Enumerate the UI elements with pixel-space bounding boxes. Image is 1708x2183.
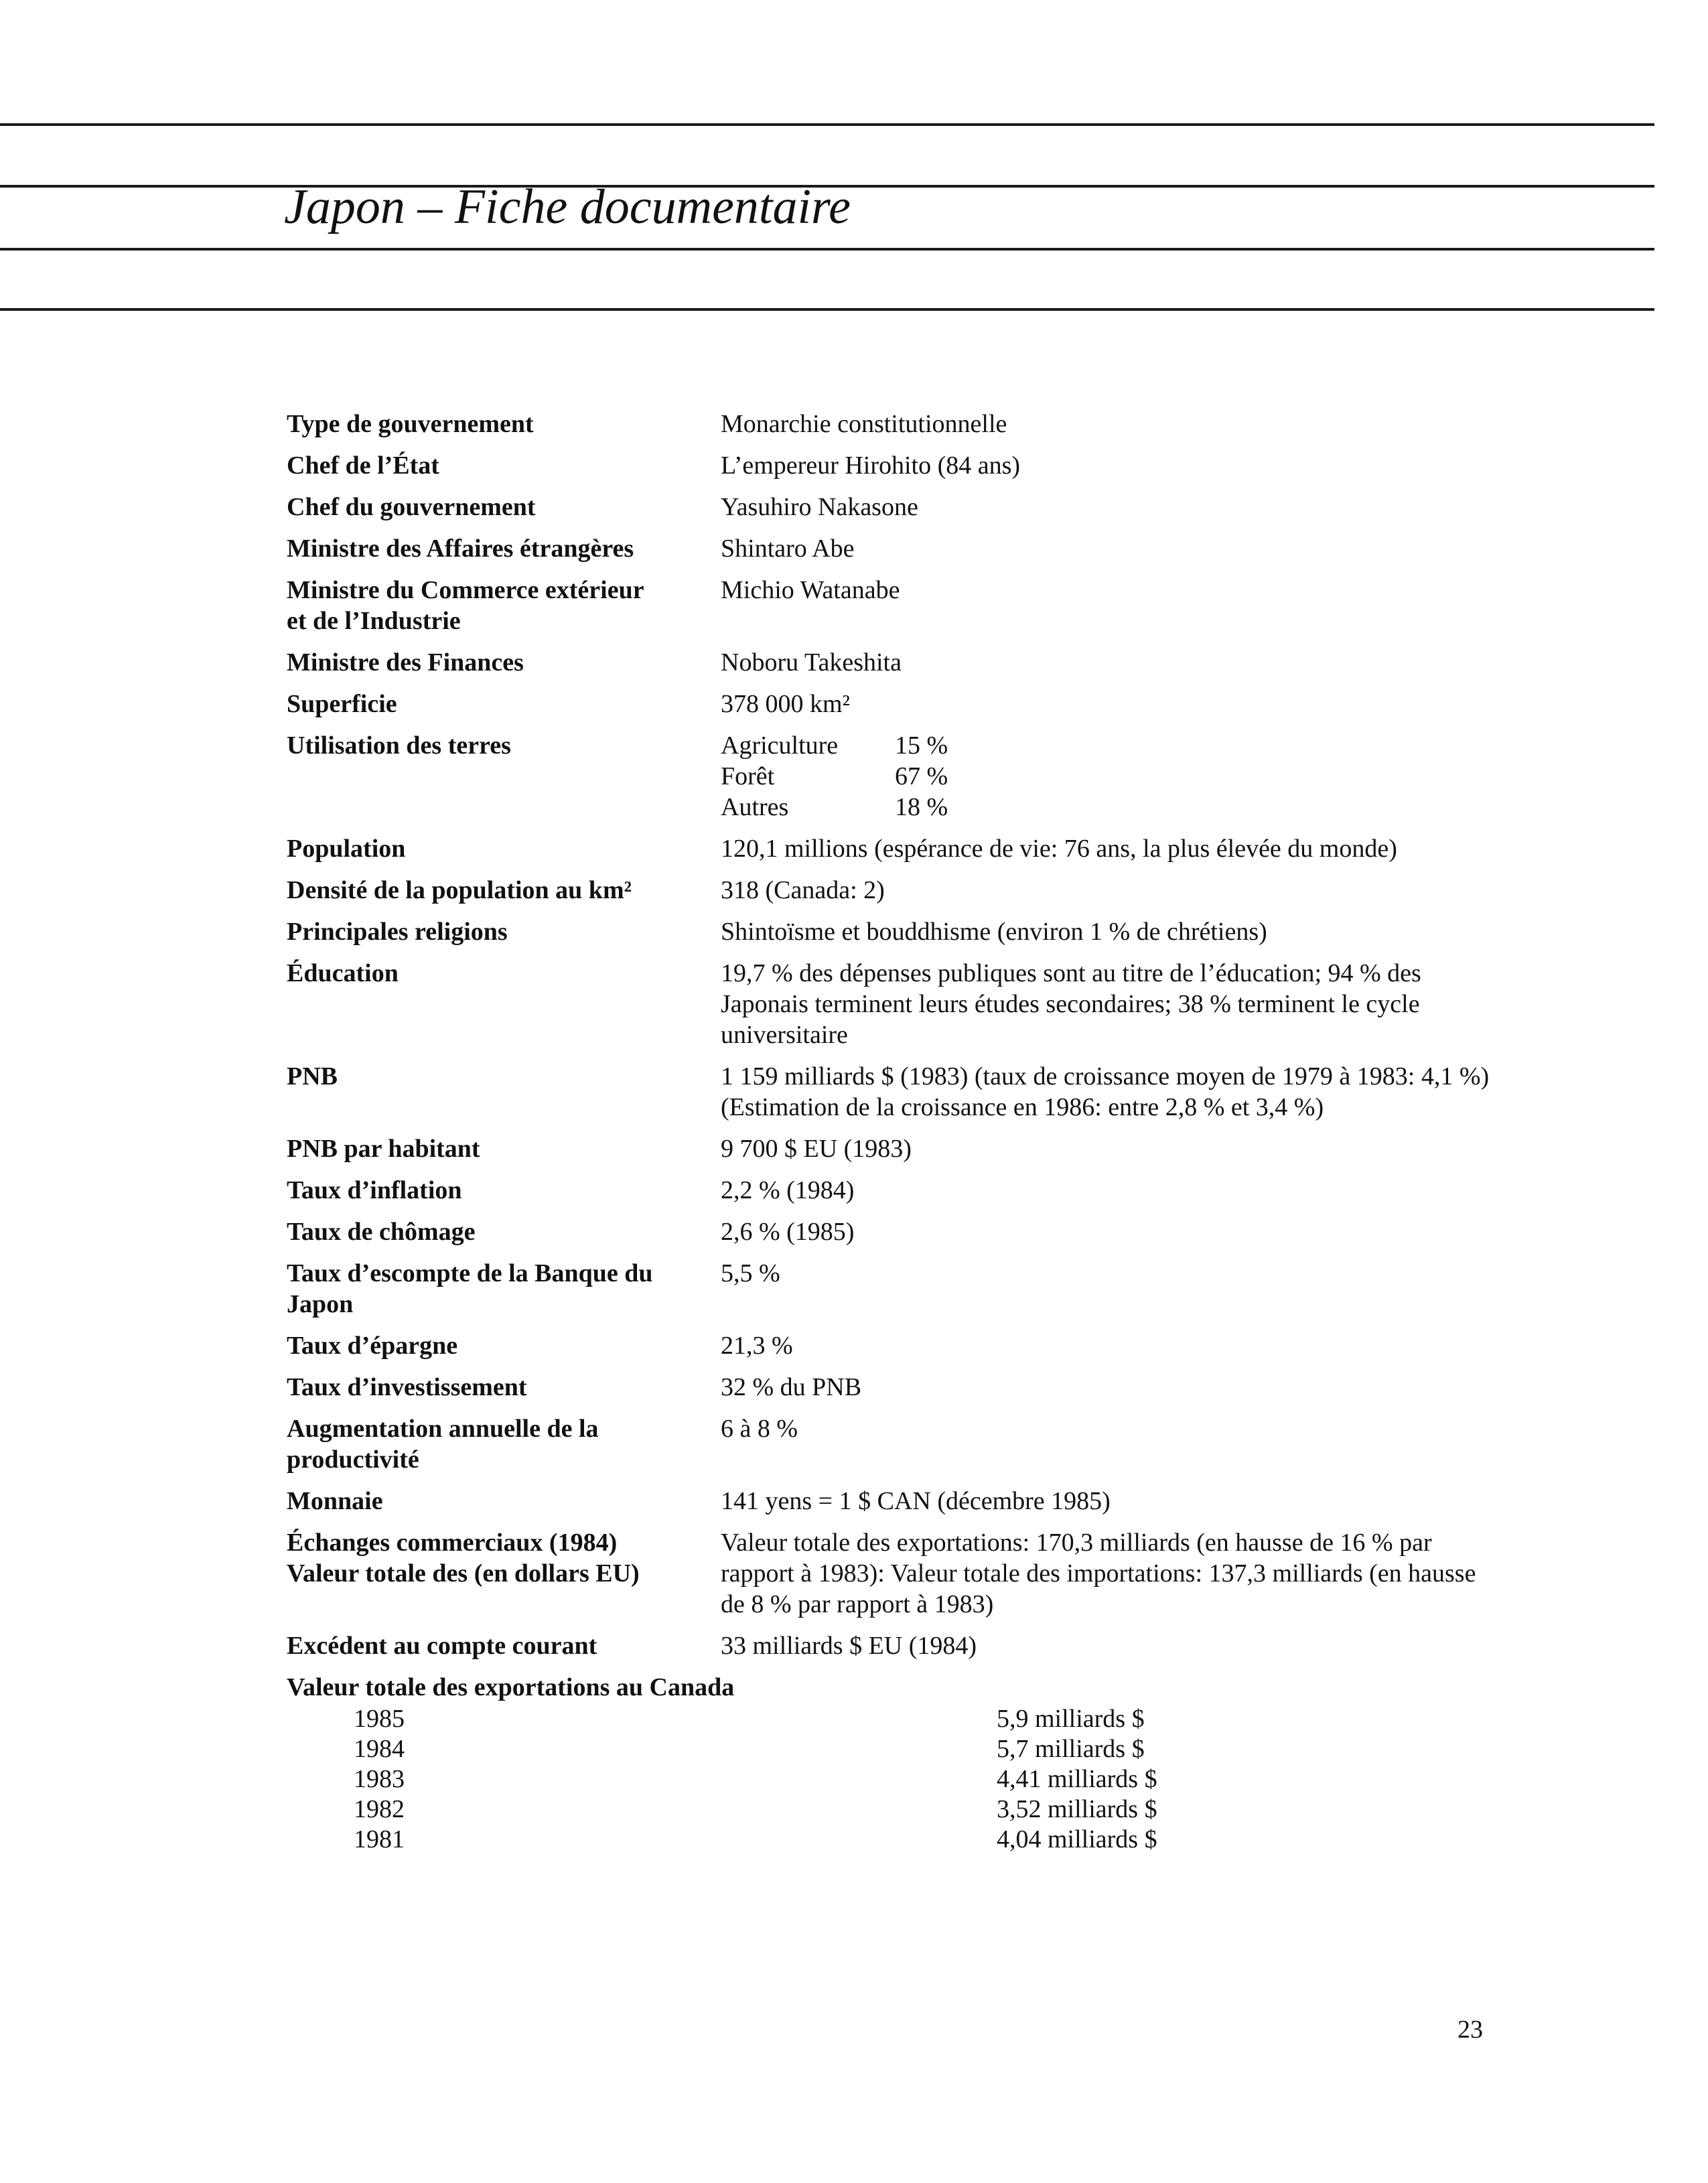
fact-row — [287, 409, 1512, 439]
fact-label-line: et de l’Industrie — [287, 607, 461, 635]
export-year: 1981 — [354, 1825, 405, 1853]
fact-label: Chef du gouvernement — [287, 493, 536, 521]
fact-label-line: Japon — [287, 1290, 354, 1318]
exports-header: Valeur totale des exportations au Canada — [287, 1673, 735, 1701]
fact-label-line: Valeur totale des (en dollars EU) — [287, 1559, 640, 1588]
fact-value: Monarchie constitutionnelle — [721, 410, 1007, 438]
fact-label-line: productivité — [287, 1446, 419, 1474]
fact-row — [287, 647, 1512, 678]
land-use-row — [721, 730, 1504, 761]
top-rule — [0, 123, 1654, 126]
fact-row — [287, 916, 1512, 947]
fact-row — [287, 533, 1512, 564]
fact-label: Type de gouvernement — [287, 410, 534, 438]
fact-label: Utilisation des terres — [287, 731, 511, 760]
fact-label: Monnaie — [287, 1487, 383, 1515]
fact-label: PNB par habitant — [287, 1135, 480, 1163]
fact-value: 120,1 millions (espérance de vie: 76 ans, la plus élevée du monde) — [721, 835, 1397, 863]
fact-label — [287, 1527, 721, 1620]
fact-label: Taux de chômage — [287, 1218, 476, 1246]
exports-row — [287, 1704, 1512, 1734]
exports-row — [287, 1825, 1512, 1855]
fact-label: PNB — [287, 1062, 338, 1090]
land-use-name: Autres — [721, 793, 789, 821]
fact-label: Taux d’investissement — [287, 1373, 527, 1401]
fact-row — [287, 689, 1512, 719]
fact-label: Chef de l’État — [287, 451, 439, 480]
export-year: 1985 — [354, 1705, 405, 1733]
fact-label: Principales religions — [287, 918, 508, 946]
fact-value: Yasuhiro Nakasone — [721, 493, 918, 521]
fact-row — [287, 1258, 1512, 1320]
fact-label — [287, 1413, 721, 1475]
fact-rows — [287, 409, 1512, 1661]
fact-row — [287, 450, 1512, 481]
fact-label: Ministre des Finances — [287, 648, 524, 677]
land-use-pct: 15 % — [895, 731, 948, 760]
exports-table — [287, 1704, 1512, 1855]
fact-row — [287, 1330, 1512, 1361]
fact-value: 2,6 % (1985) — [721, 1218, 855, 1246]
fact-value: 19,7 % des dépenses publiques sont au titre de l’éducation; 94 % des Japonais terminent leurs études secondaires; 38 % terminent le cycle universitaire — [721, 959, 1421, 1049]
export-amount: 4,41 milliards $ — [997, 1765, 1157, 1793]
land-use-pct: 18 % — [895, 793, 948, 821]
fact-value: 141 yens = 1 $ CAN (décembre 1985) — [721, 1487, 1111, 1515]
fact-label: Taux d’épargne — [287, 1332, 458, 1360]
export-amount: 4,04 milliards $ — [997, 1825, 1157, 1853]
fact-label: Population — [287, 835, 406, 863]
fact-row — [287, 1527, 1512, 1620]
fact-value: 21,3 % — [721, 1332, 793, 1360]
export-amount: 5,7 milliards $ — [997, 1735, 1145, 1763]
fact-value: Shintoïsme et bouddhisme (environ 1 % de chrétiens) — [721, 918, 1267, 946]
fact-sheet — [287, 409, 1512, 1855]
fact-label — [287, 1258, 721, 1320]
fact-row — [287, 1486, 1512, 1517]
fact-label-line: Ministre du Commerce extérieur — [287, 576, 644, 604]
fact-row — [287, 492, 1512, 522]
exports-row — [287, 1794, 1512, 1825]
fact-label-line: Échanges commerciaux (1984) — [287, 1529, 618, 1557]
fact-row — [287, 1372, 1512, 1403]
land-use-name: Forêt — [721, 762, 775, 790]
fact-row — [287, 730, 1512, 823]
export-year: 1982 — [354, 1795, 405, 1823]
fact-label: Éducation — [287, 959, 399, 987]
fact-label: Superficie — [287, 690, 397, 718]
land-use-name: Agriculture — [721, 731, 839, 760]
fact-row — [287, 1413, 1512, 1475]
fact-value: Shintaro Abe — [721, 535, 855, 563]
fact-value — [721, 730, 1504, 823]
fact-label: Taux d’inflation — [287, 1176, 462, 1204]
fact-value: 33 milliards $ EU (1984) — [721, 1632, 977, 1660]
land-use-pct: 67 % — [895, 762, 948, 790]
fact-value: 378 000 km² — [721, 690, 850, 718]
fact-label: Excédent au compte courant — [287, 1632, 597, 1660]
export-amount: 5,9 milliards $ — [997, 1705, 1145, 1733]
fact-value: 32 % du PNB — [721, 1373, 862, 1401]
page-title: Japon – Fiche documentaire — [284, 180, 851, 234]
fact-label — [287, 575, 721, 636]
fact-value: 2,2 % (1984) — [721, 1176, 855, 1204]
fact-value: 9 700 $ EU (1983) — [721, 1135, 912, 1163]
fact-label: Ministre des Affaires étrangères — [287, 535, 634, 563]
fact-label-line: Taux d’escompte de la Banque du — [287, 1259, 653, 1287]
fact-row — [287, 1630, 1512, 1661]
fact-row — [287, 1216, 1512, 1247]
export-year: 1983 — [354, 1765, 405, 1793]
title-underline-rule — [0, 248, 1654, 251]
fact-row — [287, 875, 1512, 906]
fact-value: 6 à 8 % — [721, 1415, 798, 1443]
fact-row — [287, 1061, 1512, 1123]
fact-value: Michio Watanabe — [721, 576, 900, 604]
fact-value: 318 (Canada: 2) — [721, 876, 885, 904]
header-bottom-rule — [0, 308, 1654, 311]
fact-row — [287, 1133, 1512, 1164]
fact-value: 5,5 % — [721, 1259, 780, 1287]
fact-row — [287, 958, 1512, 1050]
fact-row — [287, 833, 1512, 864]
fact-value: Noboru Takeshita — [721, 648, 902, 677]
export-year: 1984 — [354, 1735, 405, 1763]
page-number: 23 — [1457, 2016, 1483, 2044]
fact-value: Valeur totale des exportations: 170,3 milliards (en hausse de 16 % par rapport à 1983): Valeur totale des importations: 137,3 milliards (en hausse de 8 % par rapport à 1983) — [721, 1529, 1476, 1618]
exports-row — [287, 1734, 1512, 1764]
land-use-row — [721, 792, 1504, 823]
export-amount: 3,52 milliards $ — [997, 1795, 1157, 1823]
fact-row — [287, 1175, 1512, 1206]
fact-value: L’empereur Hirohito (84 ans) — [721, 451, 1021, 480]
land-use-row — [721, 761, 1504, 792]
fact-label-line: Augmentation annuelle de la — [287, 1415, 599, 1443]
fact-row — [287, 575, 1512, 636]
fact-value: 1 159 milliards $ (1983) (taux de croissance moyen de 1979 à 1983: 4,1 %) (Estimation de la croissance en 1986: entre 2,8 % et 3,4 %) — [721, 1062, 1490, 1121]
exports-row — [287, 1764, 1512, 1794]
fact-label: Densité de la population au km² — [287, 876, 632, 904]
